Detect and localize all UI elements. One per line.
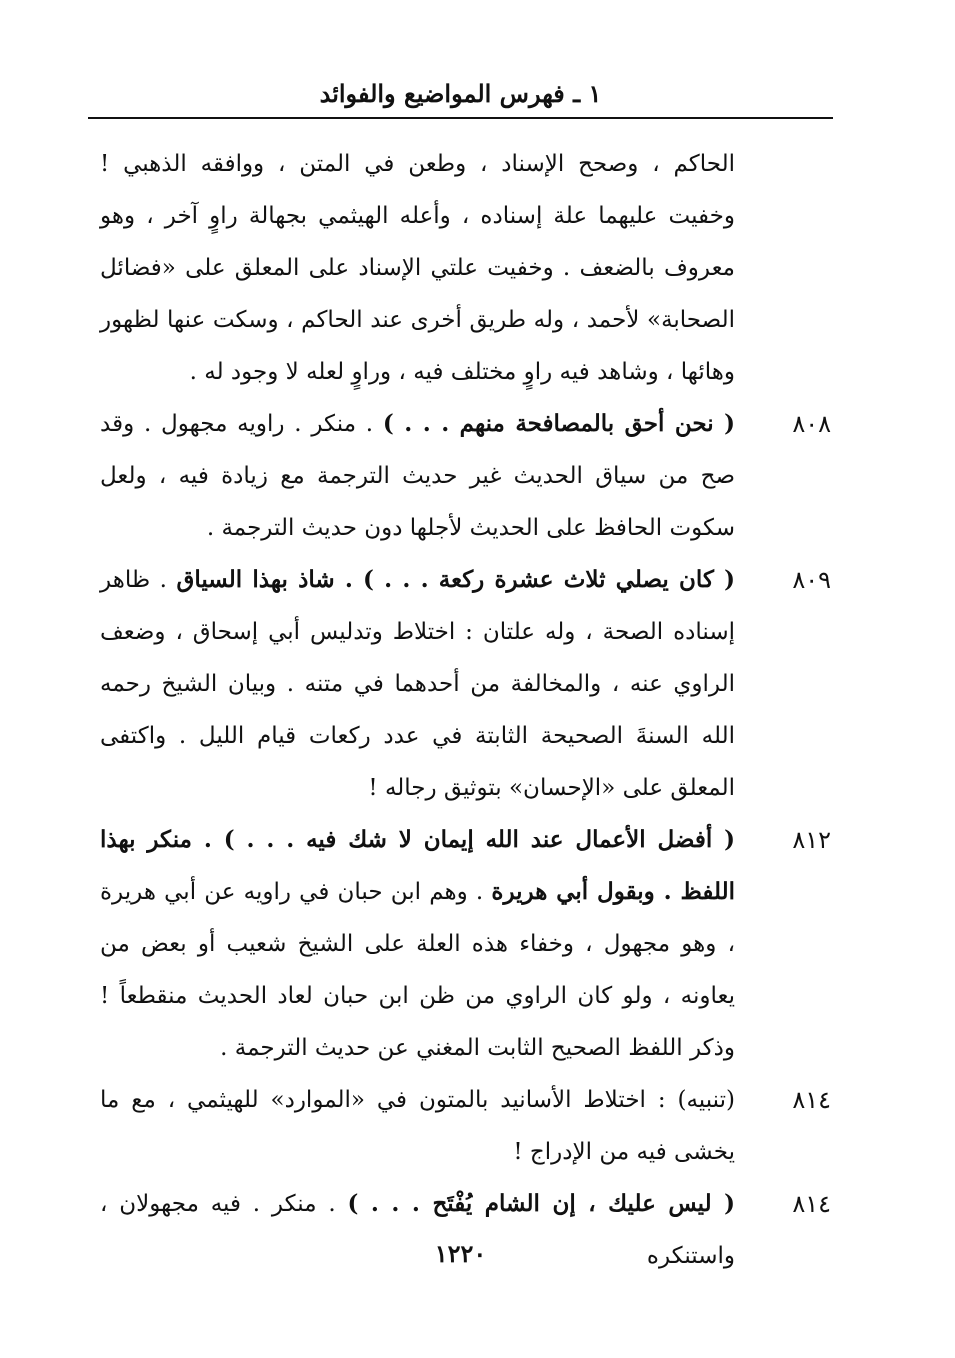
- entry-bold-heading: ( كان يصلي ثلاث عشرة ركعة . . . ) . شاذ بهذا السياق: [176, 566, 735, 593]
- index-entry-814-note: [100, 1074, 835, 1178]
- entry-body: . منكر . راويه مجهول . وقد صح من سياق الحديث غير حديث الترجمة مع زيادة فيه ، ولعل سكوت الحافظ على الحديث لأجلها دون حديث الترجمة .: [100, 411, 735, 541]
- entry-body: (تنبيه) : اختلاط الأسانيد بالمتون في «الموارد» للهيثمي ، مع ما يخشى فيه من الإدراج !: [100, 1087, 735, 1165]
- entry-body: الحاكم ، وصحح الإسناد ، وطعن في المتن ، ووافقه الذهبي ! وخفيت عليهما علة إسناده ، وأعله الهيثمي بجهالة راوٍ آخر ، وهو معروف بالضعف . وخفيت علتي الإسناد على المعلق على «فضائل الصحابة» لأحمد ، وله طريق أخرى عند الحاكم ، وسكت عنها لظهور وهائها ، وشاهد فيه راوٍ مختلف فيه ، وراوٍ لعله لا وجود له .: [100, 151, 735, 385]
- entry-bold-heading: ( أفضل الأعمال عند الله إيمان لا شك فيه . . . ) . منكر بهذا اللفظ . وبقول أبي هريرة: [100, 826, 735, 905]
- entry-text: [100, 398, 735, 554]
- entry-bold-heading: ( ليس عليك ، إن الشام يُفْتَح . . . ): [347, 1190, 735, 1217]
- entry-text: [100, 138, 735, 398]
- entry-number: ٨٠٨: [792, 410, 831, 438]
- index-entry-812: [100, 814, 835, 1074]
- index-body: [100, 138, 835, 1282]
- entry-body: . وهم ابن حبان في راويه عن أبي هريرة ، وهو مجهول ، وخفاء هذه العلة على الشيخ شعيب أو بعض من يعاونه ، ولو كان الراوي من ظن ابن حبان لعاد الحديث منقطعاً ! وذكر اللفظ الصحيح الثابت المغني عن حديث الترجمة .: [100, 879, 735, 1061]
- index-entry-808: [100, 398, 835, 554]
- entry-body: . منكر . فيه مجهولان ، واستنكره: [100, 1191, 735, 1269]
- entry-body: . ظاهر إسناده الصحة ، وله علتان : اختلاط وتدليس أبي إسحاق ، وضعف الراوي عنه ، والمخالفة من أحدهما في متنه . وبيان الشيخ رحمه الله السنةَ الصحيحة الثابتة في عدد ركعات قيام الليل . واكتفى المعلق على «الإحسان» بتوثيق رجاله !: [100, 567, 735, 801]
- entry-text: [100, 814, 735, 1074]
- index-entry-809: [100, 554, 835, 814]
- page-header-title: ١ ـ فهرس المواضيع والفوائد: [319, 79, 602, 108]
- entry-number: ٨١٢: [792, 826, 831, 854]
- entry-bold-heading: ( نحن أحق بالمصافحة منهم . . . ): [382, 410, 735, 437]
- entry-number: ٨١٤: [792, 1190, 831, 1218]
- entry-number: ٨٠٩: [792, 566, 831, 594]
- entry-text: [100, 554, 735, 814]
- entry-number: ٨١٤: [792, 1086, 831, 1114]
- index-entry-continuation: [100, 138, 835, 398]
- page-number: ١٢٢٠: [434, 1239, 487, 1268]
- entry-text: [100, 1074, 735, 1178]
- header-divider: [88, 117, 833, 119]
